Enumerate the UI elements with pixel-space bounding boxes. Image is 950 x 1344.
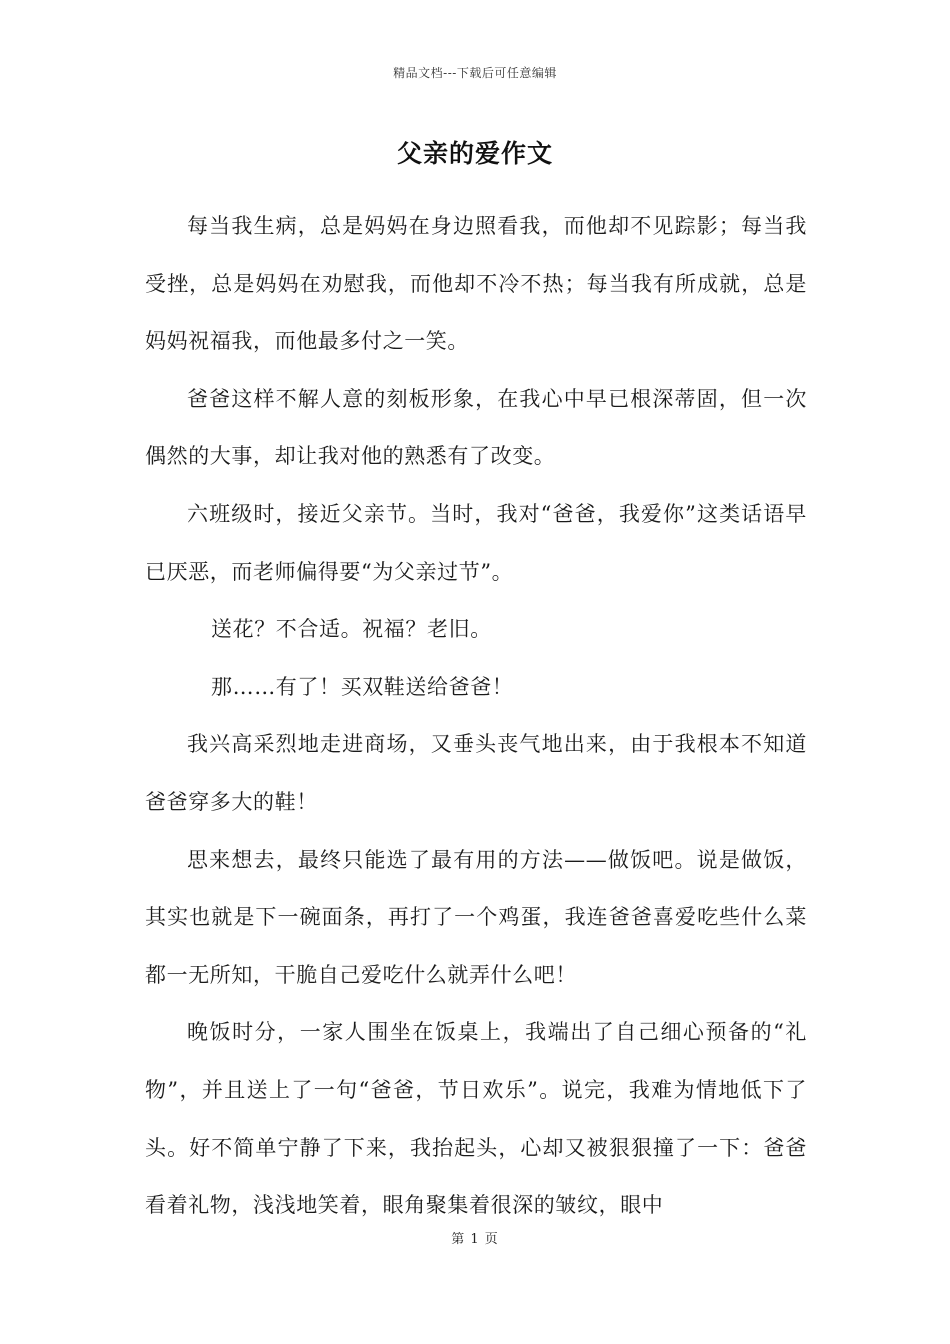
paragraph: 送花？不合适。祝福？老旧。 xyxy=(211,617,492,642)
document-body xyxy=(145,198,807,1235)
paragraph: 爸爸这样不解人意的刻板形象，在我心中早已根深蒂固，但一次偶然的大事，却让我对他的熟悉有了改变。 xyxy=(145,386,807,469)
paragraph: 思来想去，最终只能选了最有用的方法——做饭吧。说是做饭，其实也就是下一碗面条，再打了一个鸡蛋，我连爸爸喜爱吃些什么菜都一无所知，干脆自己爱吃什么就弄什么吧！ xyxy=(145,847,807,987)
paragraph: 晚饭时分，一家人围坐在饭桌上，我端出了自己细心预备的“礼物”，并且送上了一句“爸爸，节日欢乐”。说完，我难为情地低下了头。好不简单宁静了下来，我抬起头，心却又被狠狠撞了一下：爸爸看着礼物，浅浅地笑着，眼角聚集着很深的皱纹，眼中 xyxy=(145,1020,807,1218)
page-header: 精品文档---下载后可任意编辑 xyxy=(393,66,557,80)
paragraph: 每当我生病，总是妈妈在身边照看我，而他却不见踪影；每当我受挫，总是妈妈在劝慰我，而他却不冷不热；每当我有所成就，总是妈妈祝福我，而他最多付之一笑。 xyxy=(145,214,807,354)
document-title: 父亲的爱作文 xyxy=(396,139,553,168)
paragraph: 我兴高采烈地走进商场，又垂头丧气地出来，由于我根本不知道爸爸穿多大的鞋！ xyxy=(145,732,807,814)
paragraph: 六班级时，接近父亲节。当时，我对“爸爸，我爱你”这类话语早已厌恶，而老师偏得要“为父亲过节”。 xyxy=(145,501,807,584)
paragraph: 那……有了！买双鞋送给爸爸！ xyxy=(211,674,514,699)
page-number: 第 1 页 xyxy=(451,1232,499,1247)
